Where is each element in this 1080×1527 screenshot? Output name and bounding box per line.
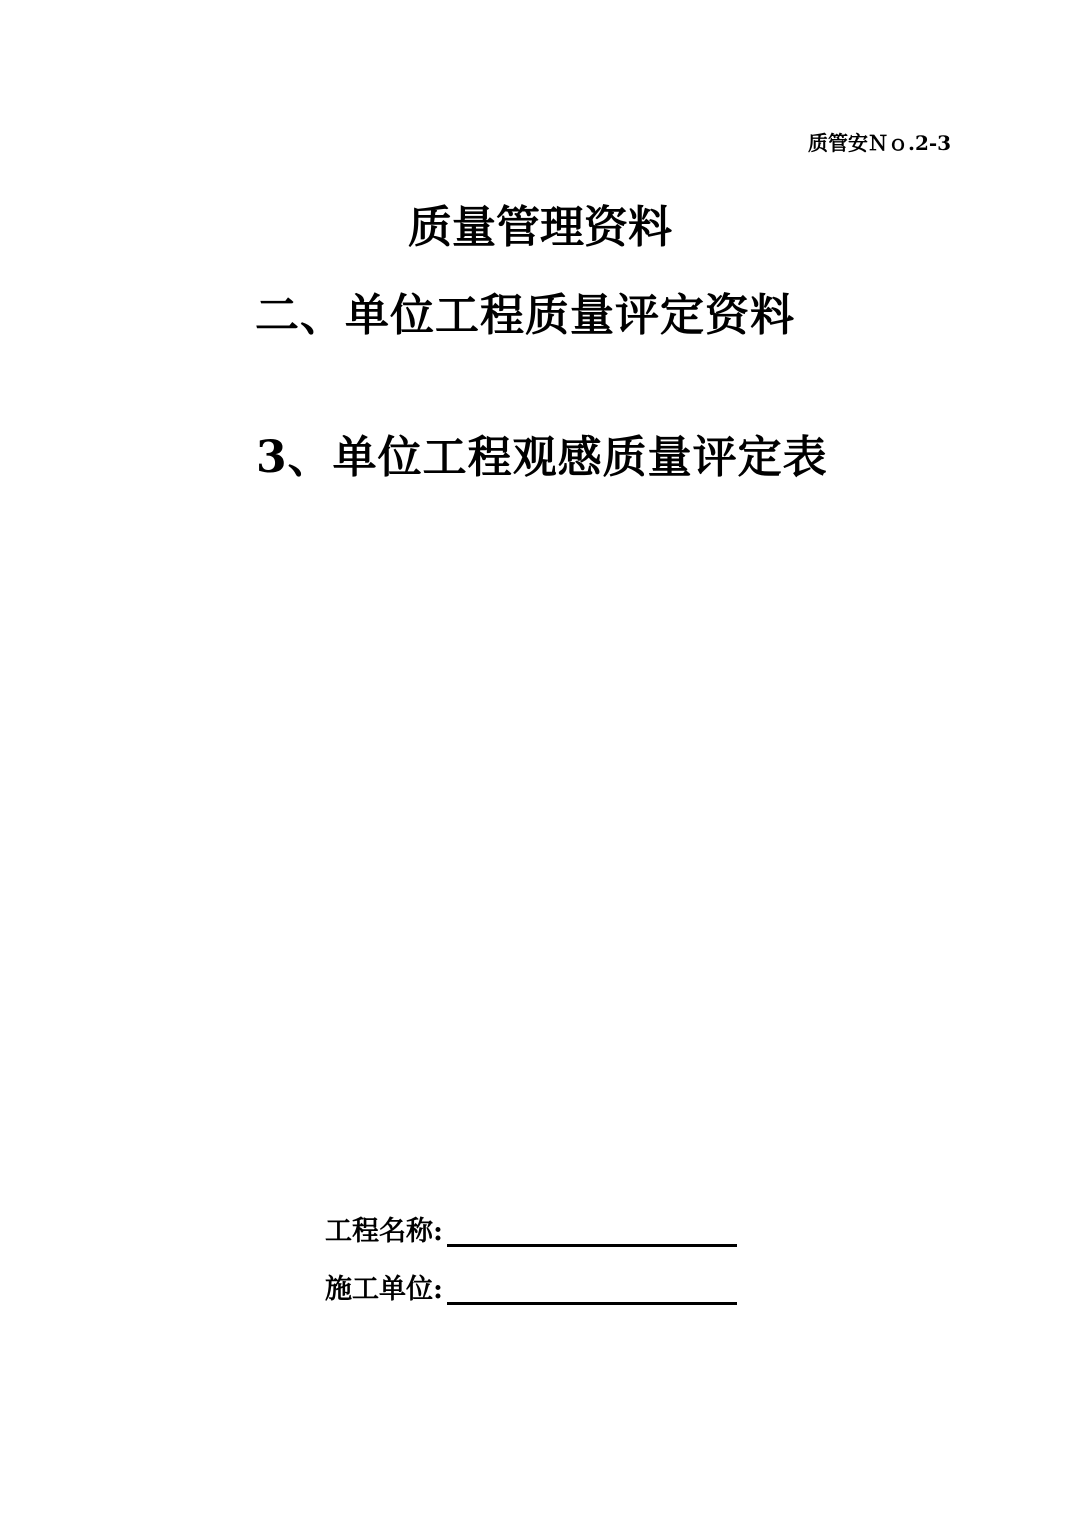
document-code: 质管安Ｎｏ.2-3	[808, 131, 952, 155]
project-name-line[interactable]	[447, 1244, 737, 1247]
project-name-field	[325, 1210, 737, 1250]
contractor-line[interactable]	[447, 1302, 737, 1305]
contractor-field	[325, 1268, 737, 1308]
section-title: 二、单位工程质量评定资料	[255, 290, 795, 341]
form-title: 3、单位工程观感质量评定表	[256, 432, 828, 483]
contractor-label: 施工单位:	[325, 1274, 443, 1305]
project-name-label: 工程名称:	[325, 1216, 443, 1247]
main-title: 质量管理资料	[408, 202, 672, 253]
